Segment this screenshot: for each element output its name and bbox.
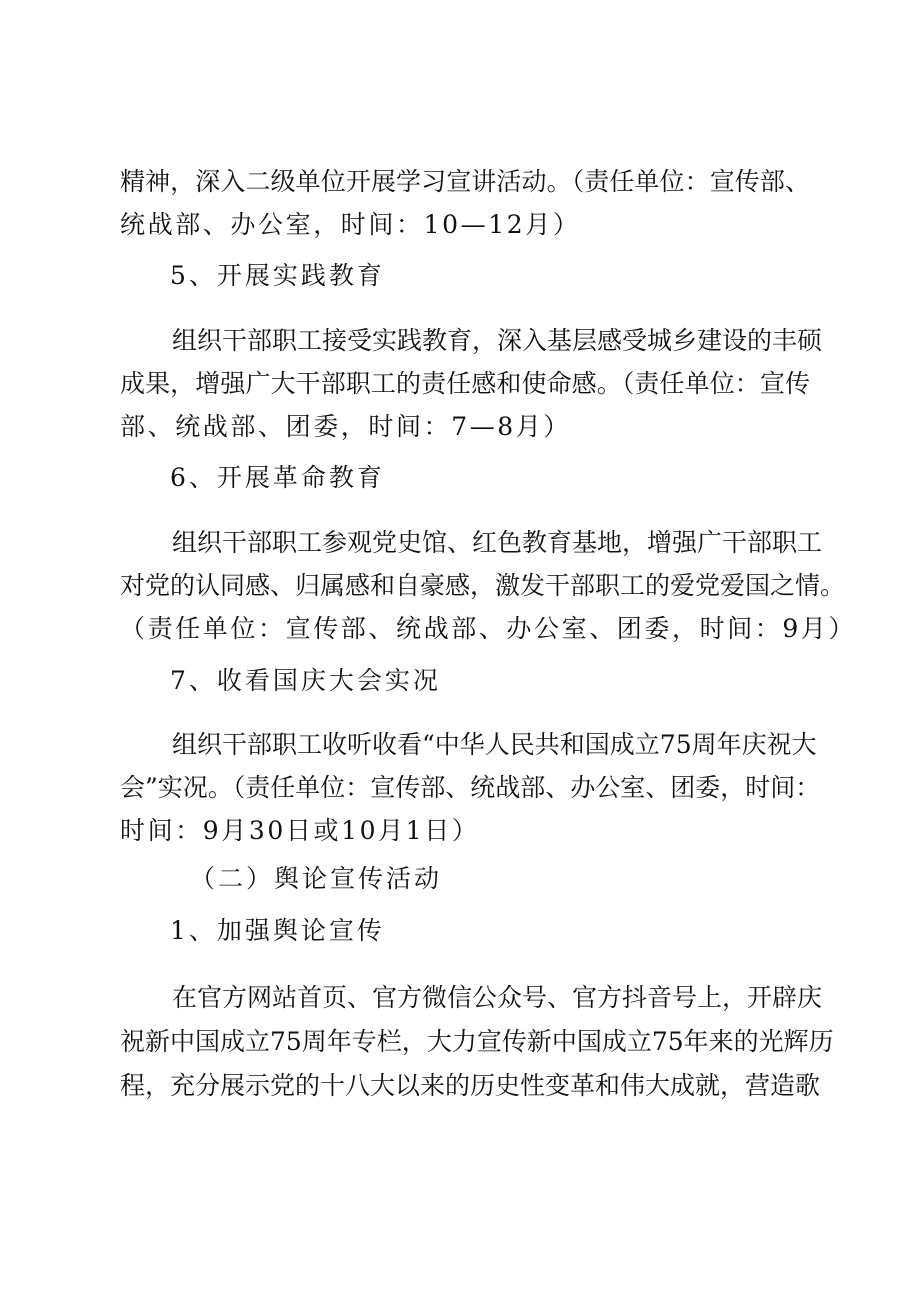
paragraph-line: 组织干部职工收听收看“中华人民共和国成立75周年庆祝大 bbox=[172, 730, 817, 759]
section-heading: 5、开展实践教育 bbox=[170, 261, 385, 290]
paragraph-line: 部、统战部、团委，时间：7—8月） bbox=[120, 412, 572, 441]
paragraph-line: 程，充分展示党的十八大以来的历史性变革和伟大成就，营造歌 bbox=[120, 1071, 821, 1100]
paragraph-line: 组织干部职工接受实践教育，深入基层感受城乡建设的丰硕 bbox=[172, 326, 823, 355]
section-heading: 6、开展革命教育 bbox=[170, 463, 385, 492]
paragraph-line: 时间：9月30日或10月1日） bbox=[120, 816, 480, 845]
paragraph-line: 会”实况。（责任单位：宣传部、统战部、办公室、团委，时间： bbox=[120, 773, 821, 802]
section-heading: 1、加强舆论宣传 bbox=[170, 916, 385, 945]
subsection-heading: （二）舆论宣传活动 bbox=[190, 864, 443, 893]
paragraph-line: 组织干部职工参观党史馆、红色教育基地，增强广干部职工 bbox=[172, 528, 823, 557]
paragraph-line: 成果，增强广大干部职工的责任感和使命感。（责任单位：宣传 bbox=[120, 369, 810, 398]
paragraph-line: （责任单位：宣传部、统战部、办公室、团委，时间：9月） bbox=[120, 614, 857, 643]
paragraph-line: 祝新中国成立75周年专栏，大力宣传新中国成立75年来的光辉历 bbox=[120, 1027, 834, 1056]
paragraph-line: 在官方网站首页、官方微信公众号、官方抖音号上，开辟庆 bbox=[172, 983, 823, 1012]
paragraph-line: 精神，深入二级单位开展学习宣讲活动。（责任单位：宣传部、 bbox=[120, 167, 810, 196]
paragraph-line: 对党的认同感、归属感和自豪感，激发干部职工的爱党爱国之情。 bbox=[120, 571, 846, 600]
paragraph-line: 统战部、办公室，时间：10—12月） bbox=[120, 210, 581, 239]
section-heading: 7、收看国庆大会实况 bbox=[170, 666, 441, 695]
